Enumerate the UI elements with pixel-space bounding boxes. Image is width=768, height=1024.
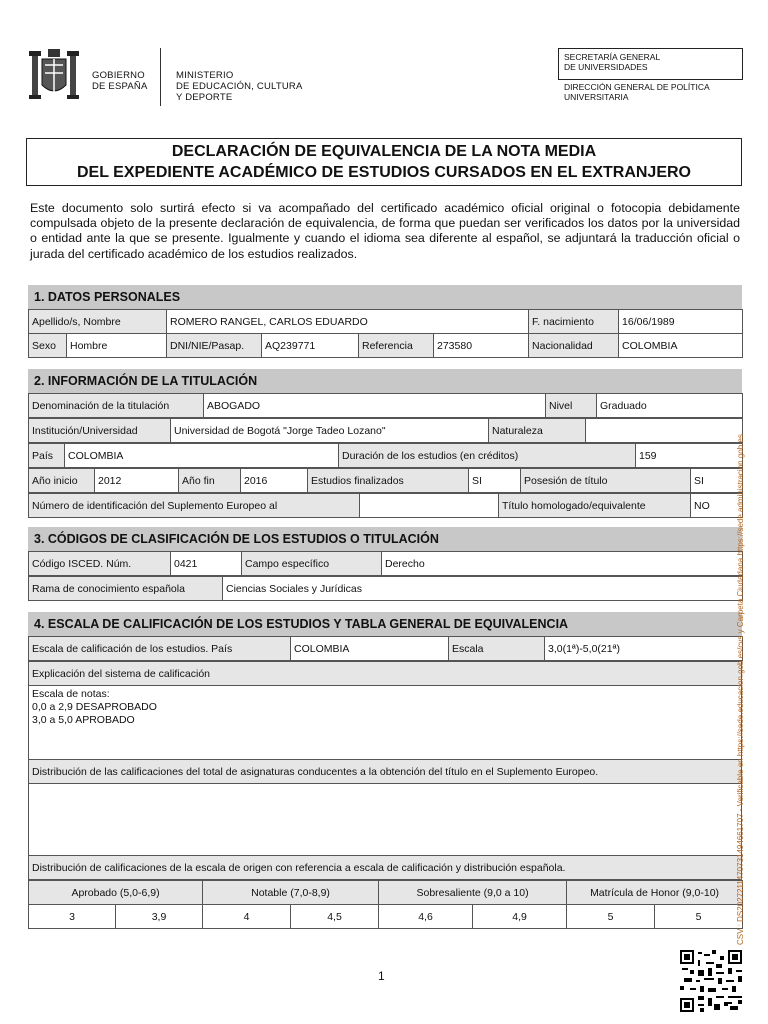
referencia-label: Referencia (359, 334, 434, 358)
suplemento-value (360, 494, 499, 518)
secretaria-line1: SECRETARÍA GENERAL (564, 52, 661, 62)
denominacion-label: Denominación de la titulación (29, 394, 204, 418)
campo-value: Derecho (382, 552, 743, 576)
titulacion-row-2 (28, 418, 743, 443)
direccion-line2: UNIVERSITARIA (564, 92, 629, 102)
ministry-line3: Y DEPORTE (176, 92, 233, 103)
institucion-value: Universidad de Bogotá "Jorge Tadeo Lozano" (171, 419, 489, 443)
referencia-value: 273580 (434, 334, 529, 358)
finalizados-value: SI (469, 469, 521, 493)
explicacion-label: Explicación del sistema de calificación (29, 662, 742, 686)
escala-label: Escala de calificación de los estudios. País (29, 637, 291, 661)
fin-label: Año fin (179, 469, 241, 493)
grade-sobresaliente-max: 4,9 (473, 905, 567, 929)
duracion-label: Duración de los estudios (en créditos) (339, 444, 636, 468)
suplemento-label: Número de identificación del Suplemento Europeo al (29, 494, 360, 518)
inicio-label: Año inicio (29, 469, 95, 493)
titulacion-row-4 (28, 468, 743, 493)
section-3-heading: 3. CÓDIGOS DE CLASIFICACIÓN DE LOS ESTUDIOS O TITULACIÓN (28, 527, 742, 551)
grades-table (28, 880, 743, 929)
naturaleza-value (586, 419, 743, 443)
titulacion-row-1 (28, 393, 743, 418)
grade-matricula-label: Matrícula de Honor (9,0-10) (567, 881, 743, 905)
title-line1: DECLARACIÓN DE EQUIVALENCIA DE LA NOTA MEDIA (171, 143, 597, 160)
gov-line2: DE ESPAÑA (92, 81, 148, 92)
nivel-value: Graduado (597, 394, 743, 418)
grade-aprobado-max: 3,9 (116, 905, 203, 929)
notas-cell (29, 686, 742, 760)
section-codigos (28, 527, 742, 601)
government-name (92, 70, 156, 92)
finalizados-label: Estudios finalizados (308, 469, 469, 493)
titulacion-row-5 (28, 493, 743, 518)
notas-line3: 3,0 a 5,0 APROBADO (32, 714, 135, 726)
section-datos-personales (28, 285, 742, 358)
notas-line1: Escala de notas: (32, 688, 110, 700)
grade-aprobado-min: 3 (29, 905, 116, 929)
campo-label: Campo específico (242, 552, 382, 576)
titulacion-row-3 (28, 443, 743, 468)
grade-notable-max: 4,5 (291, 905, 379, 929)
secretaria-line2: DE UNIVERSIDADES (564, 62, 648, 72)
homologado-label: Título homologado/equivalente (499, 494, 691, 518)
section-2-heading: 2. INFORMACIÓN DE LA TITULACIÓN (28, 369, 742, 393)
dni-label: DNI/NIE/Pasap. (167, 334, 262, 358)
rama-value: Ciencias Sociales y Jurídicas (223, 577, 743, 601)
grade-notable-min: 4 (203, 905, 291, 929)
distribucion-2-label: Distribución de calificaciones de la escala de origen con referencia a escala de calificación y distribución española. (29, 856, 742, 880)
denominacion-value: ABOGADO (204, 394, 546, 418)
escala-value: 3,0(1ª)-5,0(21ª) (545, 637, 743, 661)
explicacion-block (28, 661, 742, 880)
verification-side-text: CSV : DS2027211470731494661707 - Verificable en https://sede.educacion.gob.es/cvs y Carpeta Ciudadana https://sede.administracion.gob.es (736, 434, 745, 945)
dni-value: AQ239771 (262, 334, 359, 358)
document-title (26, 138, 742, 186)
rama-label: Rama de conocimiento española (29, 577, 223, 601)
intro-paragraph: Este documento solo surtirá efecto si va acompañado del certificado académico oficial original o fotocopia debidamente compulsada objeto de la presente declaración de equivalencia, de forma que puedan ser verificados los datos por la universidad o entidad ante la que se presente. Igualmente y cuando el idioma sea diferente al español, se adjuntará la traducción oficial o jurada del certificado académico de los estudios realizados. (30, 201, 740, 261)
sexo-label: Sexo (29, 334, 67, 358)
escala-pais-value: COLOMBIA (291, 637, 449, 661)
gov-line1: GOBIERNO (92, 70, 145, 81)
distribucion-1-value (29, 784, 742, 856)
isced-label: Código ISCED. Núm. (29, 552, 171, 576)
apellidos-label: Apellido/s, Nombre (29, 310, 167, 334)
nacionalidad-value: COLOMBIA (619, 334, 743, 358)
pais-label: País (29, 444, 65, 468)
pais-value: COLOMBIA (65, 444, 339, 468)
notas-line2: 0,0 a 2,9 DESAPROBADO (32, 701, 157, 713)
qr-code[interactable] (680, 950, 742, 1012)
section-1-heading: 1. DATOS PERSONALES (28, 285, 742, 309)
direccion-line1: DIRECCIÓN GENERAL DE POLÍTICA (564, 82, 710, 92)
escala-row (28, 636, 743, 661)
section-titulacion (28, 369, 742, 518)
posesion-label: Posesión de título (521, 469, 691, 493)
grade-notable-label: Notable (7,0-8,9) (203, 881, 379, 905)
grade-sobresaliente-min: 4,6 (379, 905, 473, 929)
duracion-value: 159 (636, 444, 743, 468)
secretaria-box (558, 48, 743, 80)
ministry-line1: MINISTERIO (176, 70, 234, 81)
coat-of-arms (26, 45, 82, 105)
sexo-value: Hombre (67, 334, 167, 358)
apellidos-value: ROMERO RANGEL, CARLOS EDUARDO (167, 310, 529, 334)
naturaleza-label: Naturaleza (489, 419, 586, 443)
section-4-heading: 4. ESCALA DE CALIFICACIÓN DE LOS ESTUDIOS Y TABLA GENERAL DE EQUIVALENCIA (28, 612, 742, 636)
grade-sobresaliente-label: Sobresaliente (9,0 a 10) (379, 881, 567, 905)
posesion-value: SI (691, 469, 743, 493)
section-escala (28, 612, 742, 929)
nacionalidad-label: Nacionalidad (529, 334, 619, 358)
codigos-row-1 (28, 551, 743, 576)
isced-value: 0421 (171, 552, 242, 576)
personal-data-table (28, 309, 743, 358)
header-divider (160, 48, 161, 106)
distribucion-1-label: Distribución de las calificaciones del total de asignaturas conducentes a la obtención del título en el Suplemento Europeo. (29, 760, 742, 784)
institucion-label: Institución/Universidad (29, 419, 171, 443)
inicio-value: 2012 (95, 469, 179, 493)
nacimiento-value: 16/06/1989 (619, 310, 743, 334)
grade-matricula-min: 5 (567, 905, 655, 929)
escala-label-2: Escala (449, 637, 545, 661)
ministry-name (176, 70, 316, 103)
fin-value: 2016 (241, 469, 308, 493)
direccion-text (564, 82, 744, 102)
homologado-value: NO (691, 494, 743, 518)
grade-matricula-max: 5 (655, 905, 743, 929)
grade-aprobado-label: Aprobado (5,0-6,9) (29, 881, 203, 905)
page-number: 1 (378, 969, 385, 983)
ministry-line2: DE EDUCACIÓN, CULTURA (176, 81, 303, 92)
title-line2: DEL EXPEDIENTE ACADÉMICO DE ESTUDIOS CURSADOS EN EL EXTRANJERO (76, 164, 691, 181)
codigos-row-2 (28, 576, 743, 601)
nacimiento-label: F. nacimiento (529, 310, 619, 334)
nivel-label: Nivel (546, 394, 597, 418)
